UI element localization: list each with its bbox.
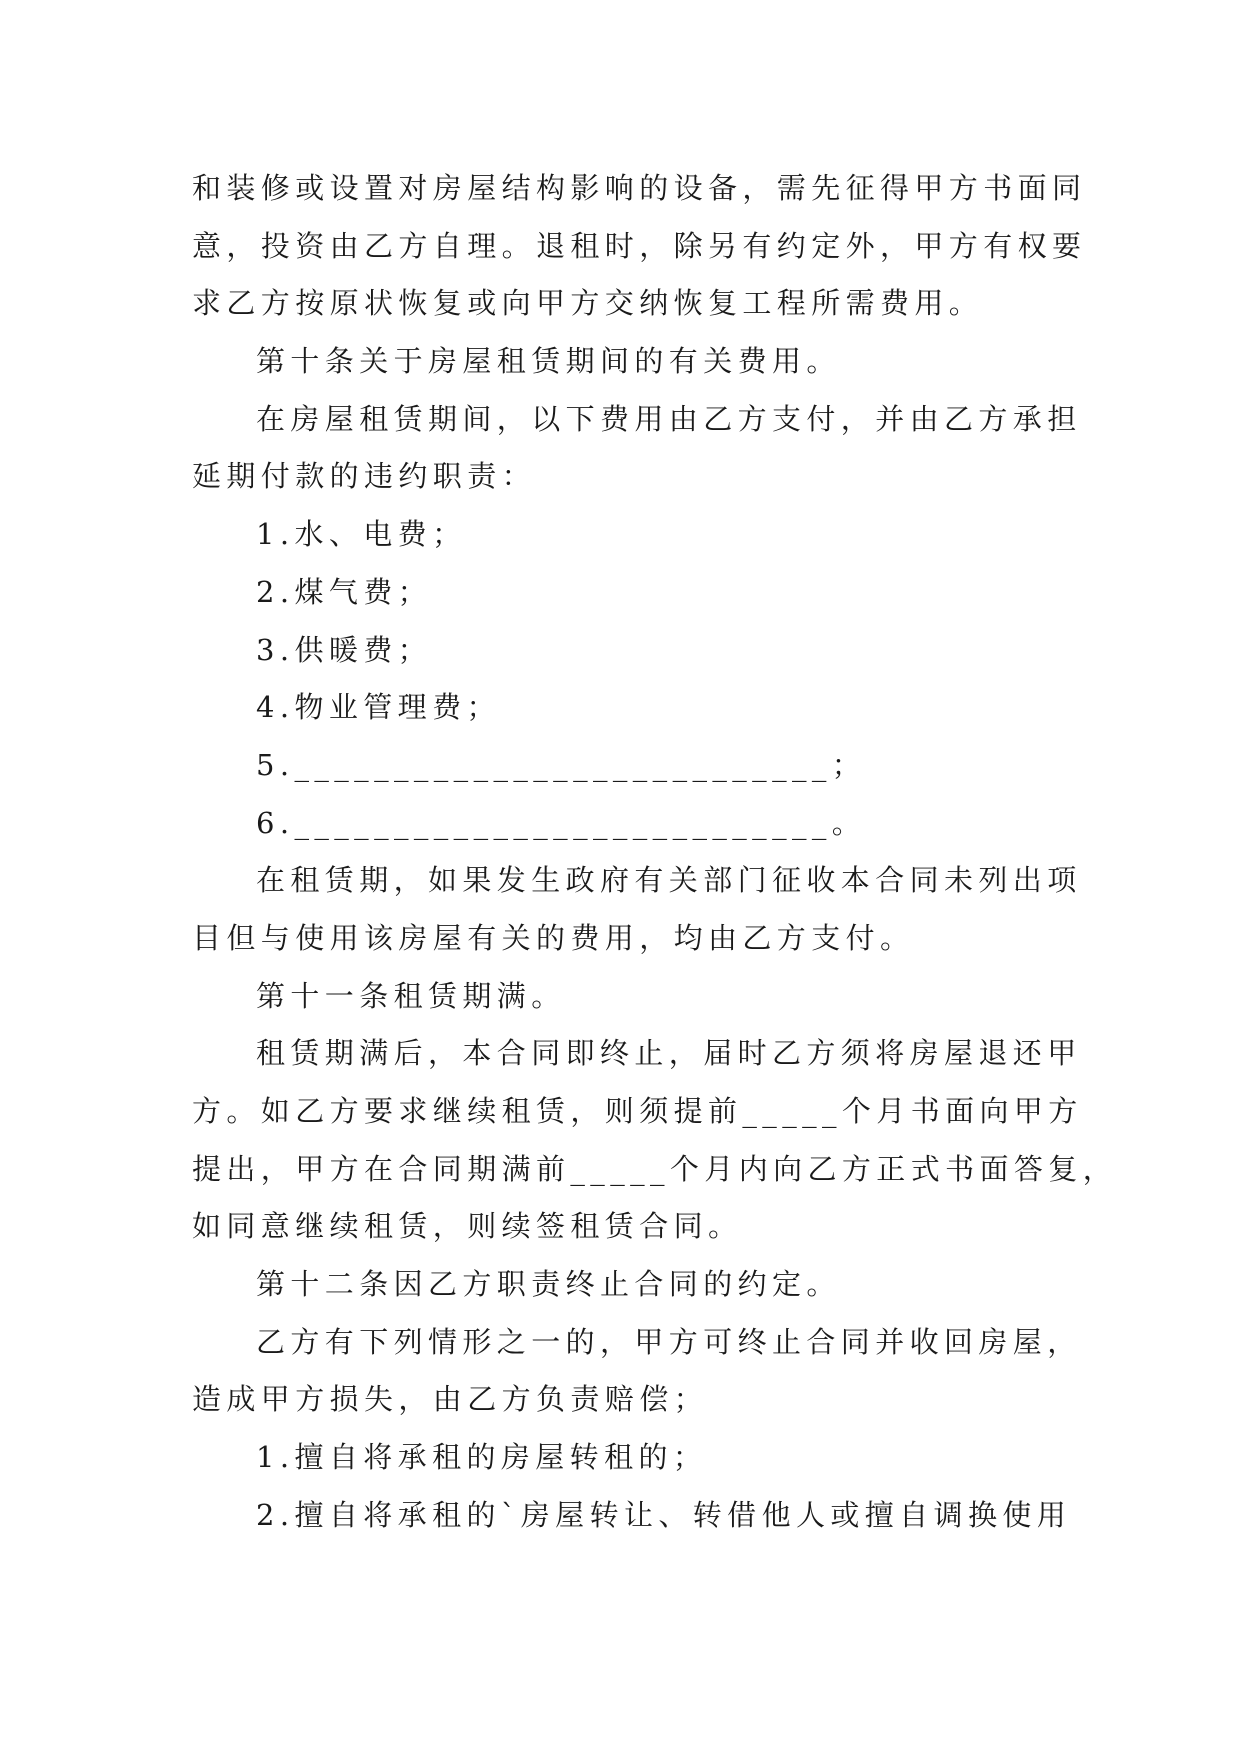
text-line: 在租赁期，如果发生政府有关部门征收本合同未列出项 <box>256 863 1082 898</box>
list-item-blank: 5.___________________________； <box>256 747 867 782</box>
list-item: 2.煤气费； <box>256 574 433 609</box>
text-line: 和装修或设置对房屋结构影响的设备，需先征得甲方书面同 <box>192 171 1087 205</box>
list-item: 3.供暖费； <box>256 632 433 667</box>
text-line: 方。如乙方要求继续租赁，则须提前_____个月书面向甲方 <box>192 1094 1083 1128</box>
list-item: 1.擅自将承租的房屋转租的； <box>256 1440 708 1475</box>
clause-heading: 第十二条因乙方职责终止合同的约定。 <box>256 1267 841 1302</box>
text-line: 延期付款的违约职责： <box>192 459 537 494</box>
text-line: 求乙方按原状恢复或向甲方交纳恢复工程所需费用。 <box>192 286 984 321</box>
text-line: 在房屋租赁期间，以下费用由乙方支付，并由乙方承担 <box>256 401 1082 436</box>
clause-heading: 第十一条租赁期满。 <box>256 978 566 1013</box>
text-line: 如同意继续租赁，则续签租赁合同。 <box>192 1209 743 1244</box>
clause-heading: 第十条关于房屋租赁期间的有关费用。 <box>256 344 841 379</box>
text-line: 提出，甲方在合同期满前_____个月内向乙方正式书面答复， <box>192 1151 1118 1186</box>
text-line: 租赁期满后，本合同即终止，届时乙方须将房屋退还甲 <box>256 1036 1082 1071</box>
list-item: 4.物业管理费； <box>256 690 501 725</box>
text-line: 意，投资由乙方自理。退租时，除另有约定外，甲方有权要 <box>192 228 1087 263</box>
text-line: 造成甲方损失，由乙方负责赔偿； <box>192 1382 709 1417</box>
document-page <box>192 160 1118 1545</box>
list-item: 2.擅自将承租的`房屋转让、转借他人或擅自调换使用 <box>256 1497 1072 1532</box>
text-line: 乙方有下列情形之一的，甲方可终止合同并收回房屋， <box>256 1324 1082 1359</box>
text-line: 目但与使用该房屋有关的费用，均由乙方支付。 <box>192 920 915 955</box>
list-item: 1.水、电费； <box>256 517 467 552</box>
list-item-blank: 6.___________________________。 <box>256 805 867 840</box>
